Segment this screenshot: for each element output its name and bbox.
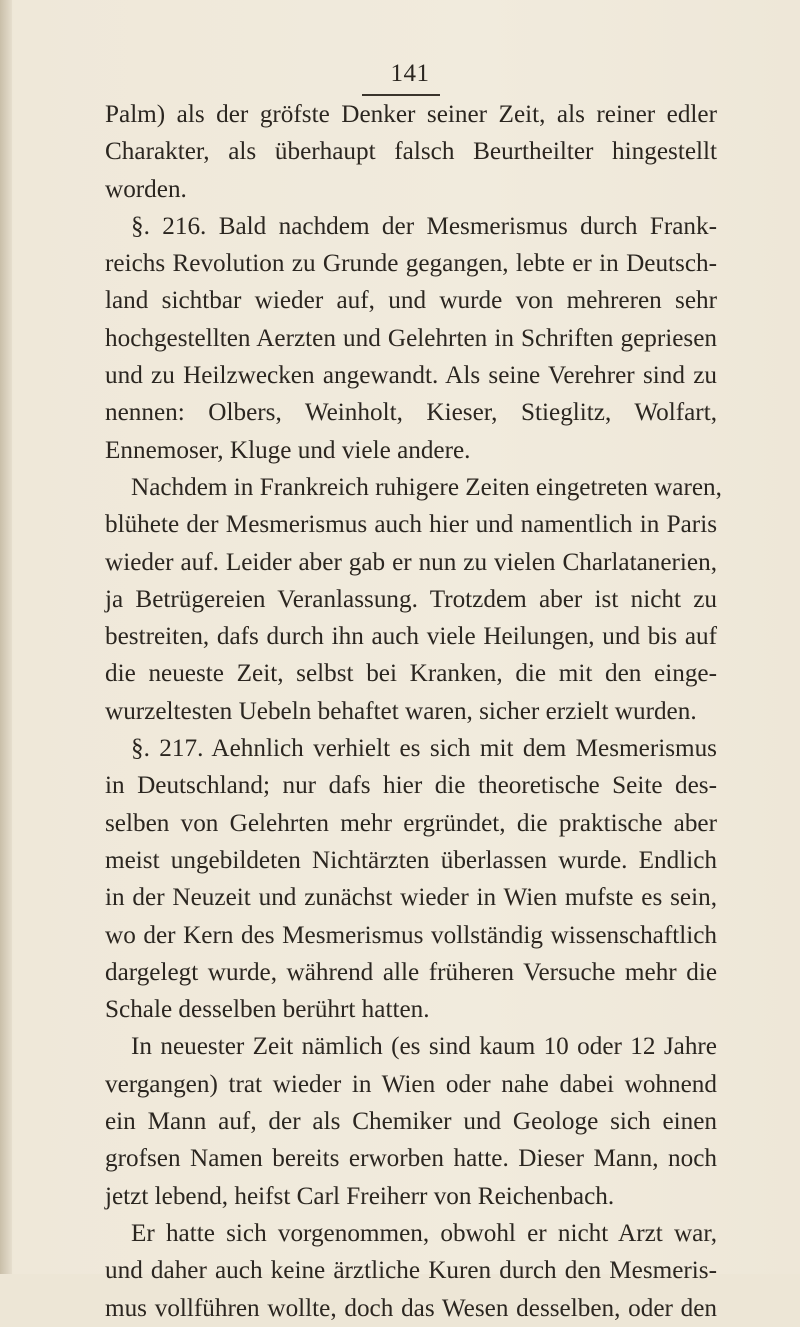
text-line: wurzeltesten Uebeln behaftet waren, sicher erzielt wurden.: [105, 697, 697, 725]
text-line: ein Mann auf, der als Chemiker und Geologe sich einen: [105, 1108, 717, 1136]
text-line: In neuester Zeit nämlich (es sind kaum 10 oder 12 Jahre: [131, 1033, 717, 1061]
text-line: §. 217. Aehnlich verhielt es sich mit dem Mesmerismus: [131, 735, 717, 763]
text-line: meist ungebildeten Nichtärzten überlassen wurde. Endlich: [105, 846, 717, 874]
text-line: nennen: Olbers, Weinholt, Kieser, Stieglitz, Wolfart,: [105, 399, 717, 427]
text-line: Nachdem in Frankreich ruhigere Zeiten eingetreten waren,: [131, 473, 722, 501]
text-line: grofsen Namen bereits erworben hatte. Dieser Mann, noch: [105, 1145, 717, 1173]
text-line: die neueste Zeit, selbst bei Kranken, die mit den einge-: [105, 660, 717, 688]
text-line: ja Betrügereien Veranlassung. Trotzdem aber ist nicht zu: [105, 585, 717, 613]
page-number: 141: [390, 60, 430, 87]
text-line: Schale desselben berührt hatten.: [105, 996, 430, 1024]
text-line: worden.: [105, 175, 187, 203]
text-line: wieder auf. Leider aber gab er nun zu vielen Charlatanerien,: [105, 548, 717, 576]
text-line: Ennemoser, Kluge und viele andere.: [105, 436, 471, 464]
text-line: blühete der Mesmerismus auch hier und namentlich in Paris: [105, 511, 717, 539]
text-line: dargelegt wurde, während alle früheren Versuche mehr die: [105, 958, 717, 986]
text-line: in der Neuzeit und zunächst wieder in Wien mufste es sein,: [105, 884, 717, 912]
text-line: §. 216. Bald nachdem der Mesmerismus durch Frank-: [131, 212, 717, 240]
text-line: selben von Gelehrten mehr ergründet, die praktische aber: [105, 809, 717, 837]
text-line: Charakter, als überhaupt falsch Beurtheilter hingestellt: [105, 138, 717, 166]
text-line: und zu Heilzwecken angewandt. Als seine Verehrer sind zu: [105, 362, 717, 390]
text-line: wo der Kern des Mesmerismus vollständig wissenschaftlich: [105, 921, 717, 949]
body-text: [105, 96, 722, 1327]
book-spine-shadow: [0, 0, 12, 1274]
text-line: in Deutschland; nur dafs hier die theoretische Seite des-: [105, 772, 717, 800]
text-line: bestreiten, dafs durch ihn auch viele Heilungen, und bis auf: [105, 623, 717, 651]
text-line: und daher auch keine ärztliche Kuren durch den Mesmeris-: [105, 1257, 717, 1285]
text-line: Palm) als der gröfste Denker seiner Zeit, als reiner edler: [105, 101, 717, 128]
text-line: vergangen) trat wieder in Wien oder nahe dabei wohnend: [105, 1070, 717, 1098]
text-line: land sichtbar wieder auf, und wurde von mehreren sehr: [105, 287, 717, 315]
text-line: reichs Revolution zu Grunde gegangen, lebte er in Deutsch-: [105, 250, 717, 278]
text-line: hochgestellten Aerzten und Gelehrten in Schriften gepriesen: [105, 324, 717, 352]
text-line: jetzt lebend, heifst Carl Freiherr von Reichenbach.: [105, 1182, 615, 1210]
text-line: mus vollführen wollte, doch das Wesen desselben, oder den: [105, 1294, 717, 1322]
text-line: Er hatte sich vorgenommen, obwohl er nicht Arzt war,: [131, 1219, 717, 1247]
